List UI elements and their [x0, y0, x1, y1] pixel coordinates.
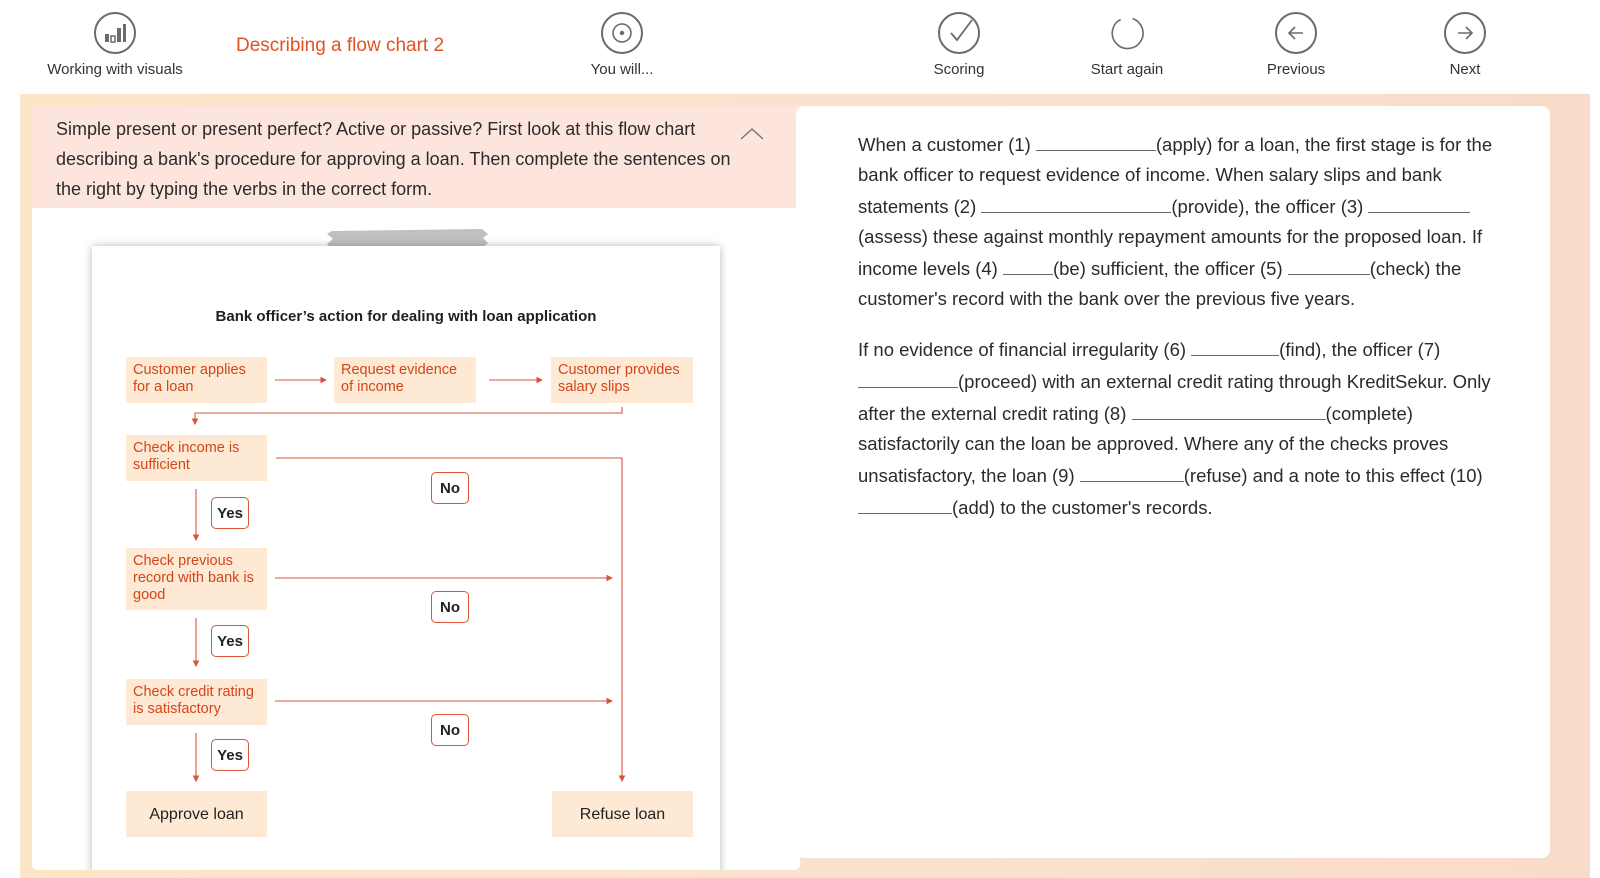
scoring-label: Scoring — [933, 61, 985, 78]
step-check-credit: Check credit rating is satisfactory — [126, 679, 267, 725]
exercise-text-segment: (add) to the customer's records. — [952, 497, 1213, 518]
next-label: Next — [1449, 61, 1481, 78]
target-icon — [601, 12, 643, 54]
outcome-approve-loan: Approve loan — [126, 791, 267, 837]
exercise-paragraph-1 — [858, 128, 1498, 314]
exercise-text-segment: (provide), the officer (3) — [1171, 196, 1369, 217]
checkmark-icon — [938, 12, 980, 54]
yes-label-credit: Yes — [211, 739, 249, 771]
working-with-visuals-button[interactable] — [40, 12, 190, 78]
you-will-label: You will... — [590, 61, 654, 78]
arrow-right-icon — [1444, 12, 1486, 54]
gap-input-3[interactable] — [1368, 190, 1470, 213]
exercise-text-segment: (be) sufficient, the officer (5) — [1052, 258, 1288, 279]
gap-input-1[interactable] — [1036, 128, 1156, 151]
gap-input-10[interactable] — [858, 491, 952, 514]
restart-icon — [1106, 12, 1148, 54]
working-with-visuals-label: Working with visuals — [47, 61, 183, 78]
exercise-paragraph-2 — [858, 333, 1498, 523]
gap-input-4[interactable] — [1003, 252, 1053, 275]
yes-label-income: Yes — [211, 497, 249, 529]
bar-chart-icon — [94, 12, 136, 54]
connector-provide-to-income — [195, 407, 622, 424]
start-again-label: Start again — [1090, 61, 1164, 78]
flowchart-paper — [92, 246, 720, 870]
exercise-text-segment: If no evidence of financial irregularity (6) — [858, 339, 1192, 360]
exercise-text-segment: (apply) for a loan, the first stage is for the bank officer to request evidence of income. When salary slips and bank statements (2) — [858, 134, 1493, 217]
chevron-up-icon — [738, 122, 766, 146]
start-again-button[interactable] — [1052, 12, 1202, 78]
exercise-text-segment: When a customer (1) — [858, 134, 1036, 155]
next-button[interactable] — [1390, 12, 1540, 78]
exercise-text-segment: (find), the officer (7) — [1279, 339, 1441, 360]
collapse-button[interactable] — [738, 122, 766, 146]
exercise-text — [858, 128, 1498, 542]
previous-label: Previous — [1266, 61, 1326, 78]
yes-label-record: Yes — [211, 625, 249, 657]
no-label-credit: No — [431, 714, 469, 746]
scoring-button[interactable] — [884, 12, 1034, 78]
exercise-panel — [796, 106, 1550, 858]
exercise-text-segment: (assess) these against monthly repayment amounts for the proposed loan. If income levels (4) — [858, 226, 1483, 279]
flowchart-title: Bank officer’s action for dealing with loan application — [215, 308, 597, 325]
module-title: Describing a flow chart 2 — [236, 35, 445, 56]
gap-input-9[interactable] — [1080, 459, 1184, 482]
exercise-text-segment: (complete) satisfactorily can the loan be approved. Where any of the checks proves unsatisfactory, the loan (9) — [858, 403, 1449, 486]
step-check-income: Check income is sufficient — [126, 435, 267, 481]
outcome-refuse-loan: Refuse loan — [552, 791, 693, 837]
you-will-button[interactable] — [547, 12, 697, 78]
gap-input-7[interactable] — [858, 365, 958, 388]
gap-input-5[interactable] — [1288, 252, 1370, 275]
exercise-text-segment: (check) the customer's record with the bank over the previous five years. — [858, 258, 1462, 309]
step-customer-provides: Customer provides salary slips — [551, 357, 693, 403]
instructions-text: Simple present or present perfect? Active or passive? First look at this flow chart describing a bank's procedure for approving a loan. Then complete the sentences on the right by typing the verbs in the correct form. — [56, 119, 731, 199]
exercise-text-segment: (proceed) with an external credit rating through KreditSekur. Only after the external credit rating (8) — [858, 371, 1491, 424]
exercise-text-segment: (refuse) and a note to this effect (10) — [1183, 465, 1483, 486]
step-check-record: Check previous record with bank is good — [126, 548, 267, 610]
previous-button[interactable] — [1221, 12, 1371, 78]
flowchart-panel[interactable] — [32, 106, 800, 870]
step-request-evidence: Request evidence of income — [334, 357, 476, 403]
top-navigation — [20, 0, 1590, 95]
gap-input-2[interactable] — [981, 190, 1171, 213]
instructions-box — [32, 106, 800, 208]
workspace — [20, 94, 1590, 878]
arrow-left-icon — [1275, 12, 1317, 54]
no-label-income: No — [431, 472, 469, 504]
no-label-record: No — [431, 591, 469, 623]
gap-input-6[interactable] — [1191, 333, 1279, 356]
gap-input-8[interactable] — [1132, 397, 1326, 420]
step-customer-applies: Customer applies for a loan — [126, 357, 267, 403]
